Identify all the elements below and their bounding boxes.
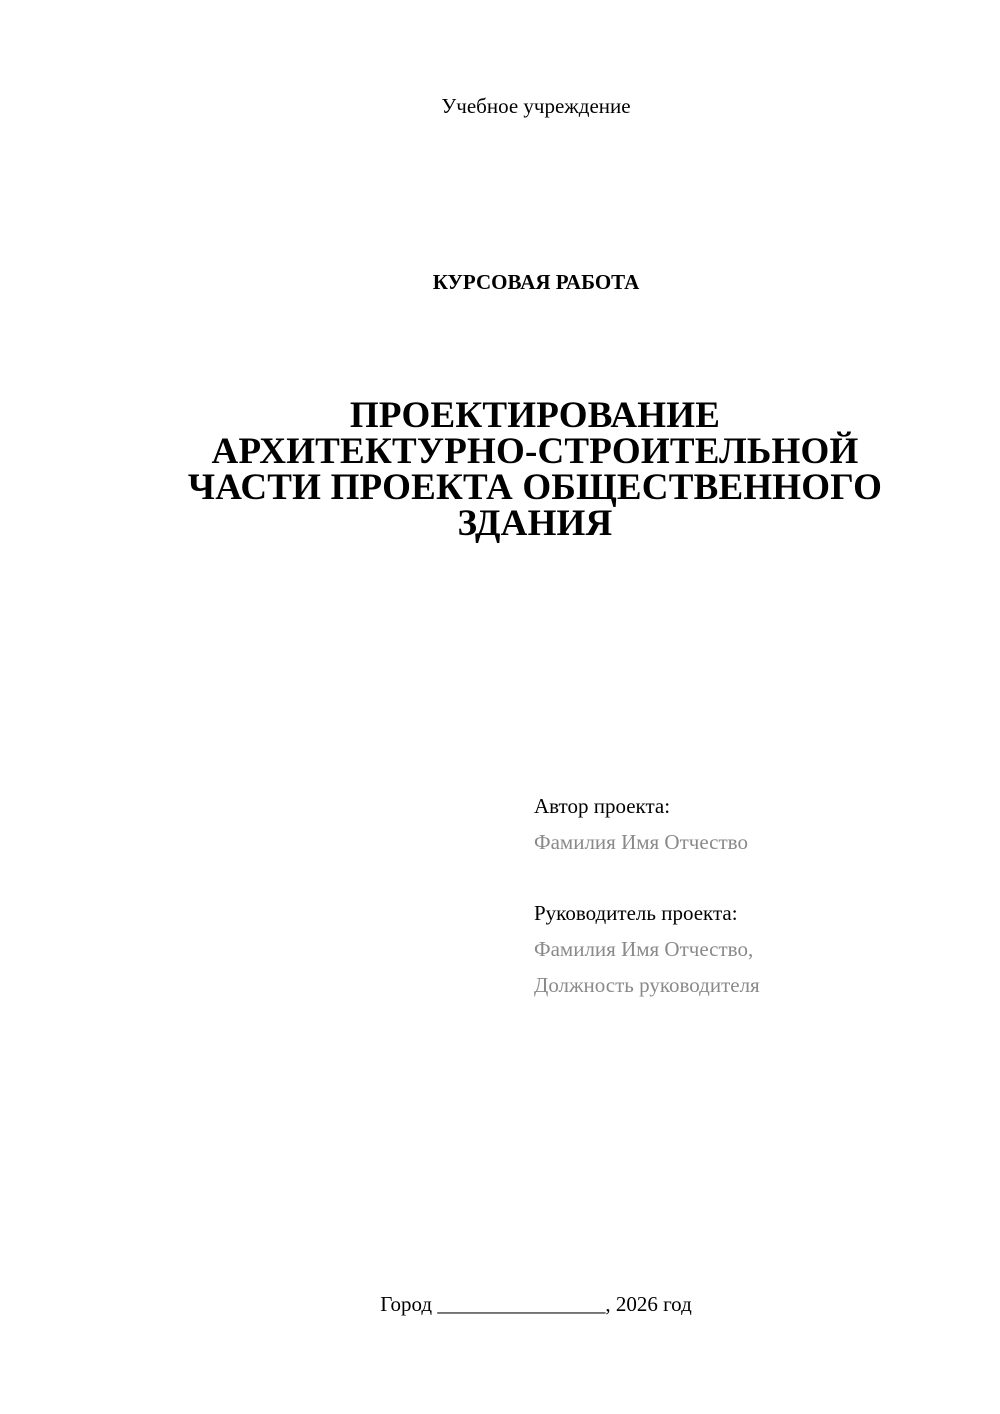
signature-spacer (534, 860, 974, 895)
signature-block (534, 788, 974, 1003)
supervisor-label: Руководитель проекта: (534, 901, 738, 925)
supervisor-name: Фамилия Имя Отчество, (534, 937, 754, 961)
document-title (100, 395, 970, 544)
city-blank-line: ________________ (437, 1292, 606, 1316)
city-year-footer (0, 1290, 1000, 1318)
work-type-heading: КУРСОВАЯ РАБОТА (432, 270, 640, 294)
year-text: , 2026 год (605, 1292, 692, 1316)
title-line: ЗДАНИЯ (457, 503, 613, 544)
author-label: Автор проекта: (534, 794, 671, 818)
supervisor-position: Должность руководителя (534, 973, 760, 997)
city-label: Город (380, 1292, 433, 1316)
title-line: ЧАСТИ ПРОЕКТА ОБЩЕСТВЕННОГО (187, 467, 883, 508)
title-line: ПРОЕКТИРОВАНИЕ (349, 395, 721, 436)
author-name: Фамилия Имя Отчество (534, 830, 748, 854)
title-line: АРХИТЕКТУРНО-СТРОИТЕЛЬНОЙ (211, 431, 859, 472)
institution-name: Учебное учреждение (441, 94, 631, 118)
